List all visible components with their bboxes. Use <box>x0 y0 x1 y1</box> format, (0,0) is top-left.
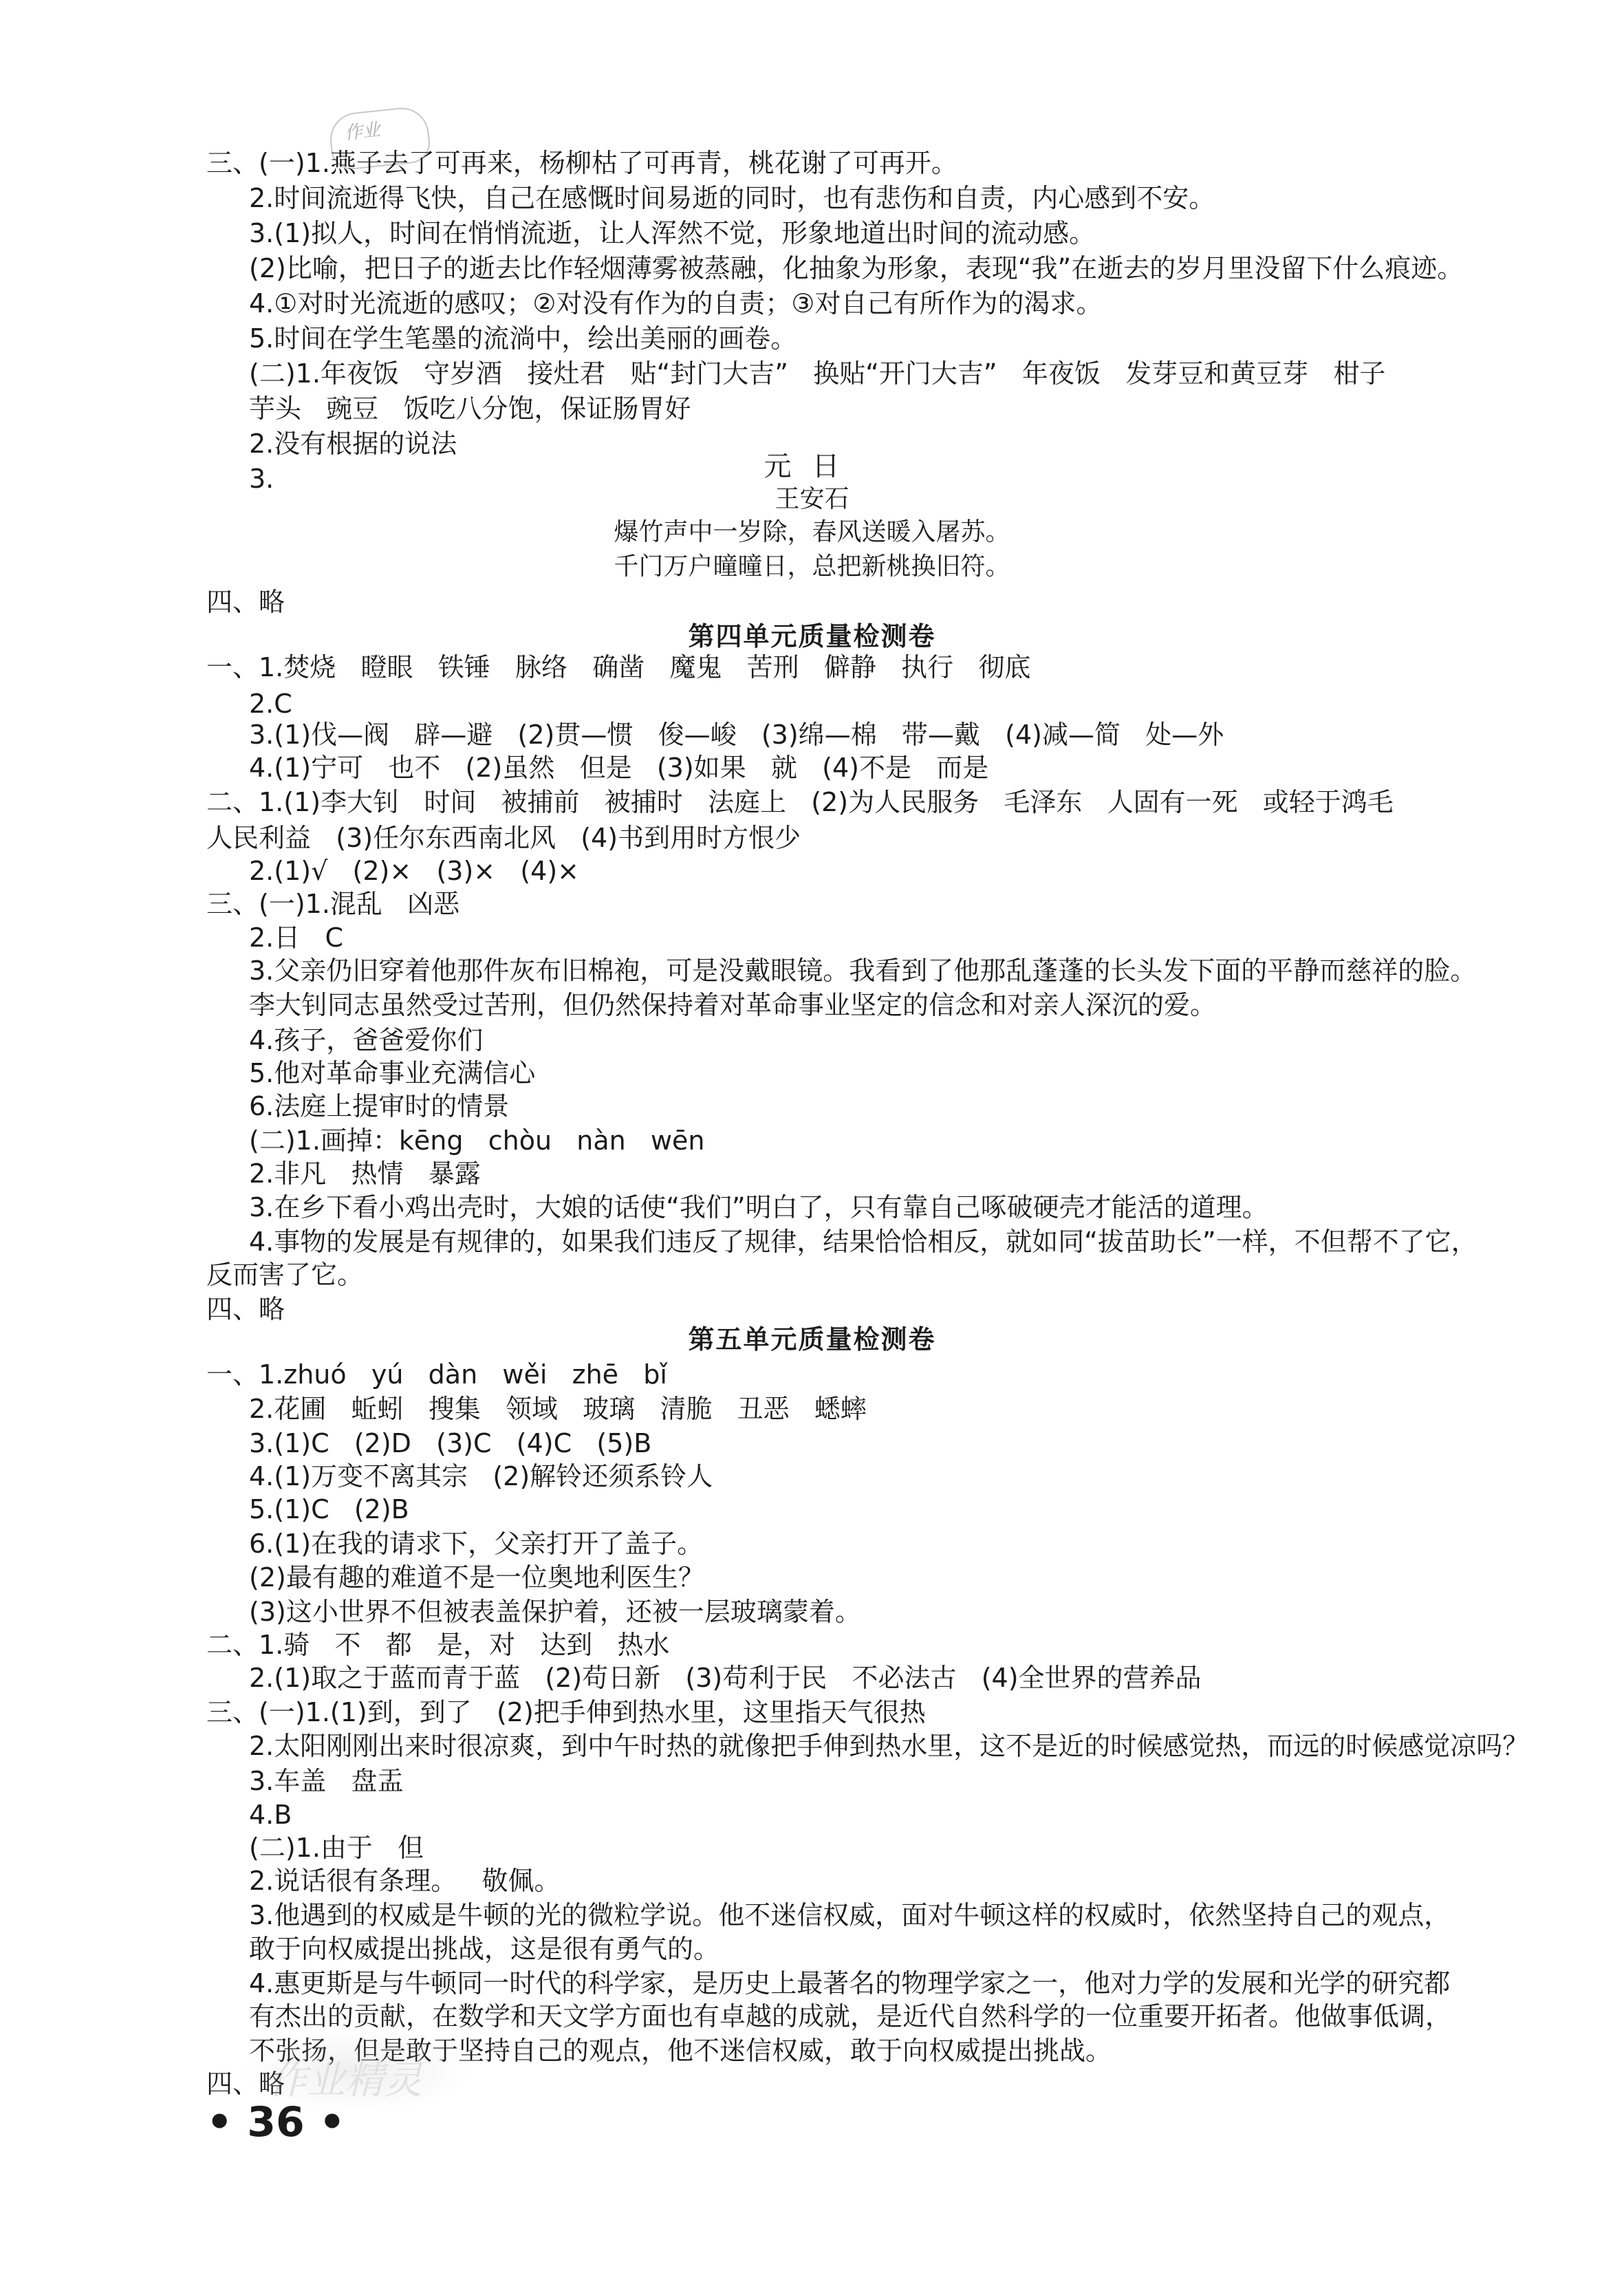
answer-line: 2.非凡 热情 暴露 <box>249 1158 481 1189</box>
answer-line: 敢于向权威提出挑战，这是很有勇气的。 <box>249 1934 720 1964</box>
answer-line: 2.日 C <box>249 923 344 953</box>
answer-line: (二)1.年夜饭 守岁酒 接灶君 贴“封门大吉” 换贴“开门大吉” 年夜饭 发芽豆和黄豆芽 柑子 <box>249 358 1386 389</box>
answer-line: 一、1.焚烧 瞪眼 铁锤 脉络 确凿 魔鬼 苦刑 僻静 执行 彻底 <box>206 652 1031 682</box>
answer-line: 四、略 <box>206 587 285 617</box>
answer-line: (3)这小世界不但被表盖保护着，还被一层玻璃蒙着。 <box>249 1597 861 1627</box>
answer-line: 有杰出的贡献，在数学和天文学方面也有卓越的成就，是近代自然科学的一位重要开拓者。他做事低调， <box>249 2001 1452 2031</box>
answer-line: (二)1.画掉：kēng chòu nàn wēn <box>249 1125 705 1156</box>
answer-line: 2.没有根据的说法 <box>249 429 457 459</box>
answer-line: 3.(1)拟人，时间在悄悄流逝，让人浑然不觉，形象地道出时间的流动感。 <box>249 218 1096 248</box>
answer-line: 芋头 豌豆 饭吃八分饱，保证肠胃好 <box>249 393 691 424</box>
answer-line: 4.B <box>249 1800 292 1830</box>
poem-line: 爆竹声中一岁除，春风送暖入屠苏。 <box>614 518 1010 546</box>
stamp-mark: 作业 <box>327 105 432 172</box>
section-heading: 第五单元质量检测卷 <box>688 1324 936 1355</box>
answer-line: 4.惠更斯是与牛顿同一时代的科学家，是历史上最著名的物理学家之一，他对力学的发展和光学的研究都 <box>249 1968 1451 1998</box>
answer-line: (2)比喻，把日子的逝去比作轻烟薄雾被蒸融，化抽象为形象，表现“我”在逝去的岁月里没留下什么痕迹。 <box>249 253 1464 283</box>
answer-line: 2.(1)√ (2)× (3)× (4)× <box>249 856 580 886</box>
poem-title: 元日 <box>764 451 860 482</box>
answer-line: 2.(1)取之于蓝而青于蓝 (2)苟日新 (3)苟利于民 不必法古 (4)全世界的营养品 <box>249 1663 1202 1693</box>
answer-line: 2.时间流逝得飞快，自己在感慨时间易逝的同时，也有悲伤和自责，内心感到不安。 <box>249 183 1215 213</box>
answer-line: 2.说话很有条理。 敬佩。 <box>249 1866 561 1896</box>
poem-line: 千门万户曈曈日，总把新桃换旧符。 <box>614 552 1010 581</box>
answer-line: 四、略 <box>206 2069 285 2099</box>
answer-line: 李大钊同志虽然受过苦刑，但仍然保持着对革命事业坚定的信念和对亲人深沉的爱。 <box>249 990 1217 1020</box>
answer-line: 4.①对时光流逝的感叹；②对没有作为的自责；③对自己有所作为的渴求。 <box>249 288 1103 319</box>
answer-line: 4.孩子，爸爸爱你们 <box>249 1025 484 1055</box>
section-heading: 第四单元质量检测卷 <box>688 621 936 651</box>
answer-line: 3.车盖 盘盂 <box>249 1766 404 1796</box>
answer-line: 4.事物的发展是有规律的，如果我们违反了规律，结果恰恰相反，就如同“拔苗助长”一样，不但帮不了它， <box>249 1227 1477 1257</box>
answer-line: 三、(一)1.燕子去了可再来，杨柳枯了可再青，桃花谢了可再开。 <box>206 148 957 178</box>
answer-line: 2.太阳刚刚出来时很凉爽，到中午时热的就像把手伸到热水里，这不是近的时候感觉热，而远的时候感觉凉吗？ <box>249 1731 1529 1761</box>
answer-line: 6.(1)在我的请求下，父亲打开了盖子。 <box>249 1529 704 1559</box>
answer-line: 反而害了它。 <box>206 1260 364 1290</box>
answer-line: 不张扬，但是敢于坚持自己的观点，他不迷信权威，敢于向权威提出挑战。 <box>249 2036 1112 2066</box>
answer-line: 2.C <box>249 689 292 719</box>
answer-line: (二)1.由于 但 <box>249 1833 424 1863</box>
answer-line: 一、1.zhuó yú dàn wěi zhē bǐ <box>206 1359 667 1390</box>
answer-line: 四、略 <box>206 1294 285 1324</box>
answer-line: 2.花圃 蚯蚓 搜集 领域 玻璃 清脆 丑恶 蟋蟀 <box>249 1394 867 1424</box>
answer-line: 5.(1)C (2)B <box>249 1494 409 1524</box>
answer-line: 人民利益 (3)任尔东西南北风 (4)书到用时方恨少 <box>206 823 801 853</box>
answer-line: 3.他遇到的权威是牛顿的光的微粒学说。他不迷信权威，面对牛顿这样的权威时，依然坚持自己的观点， <box>249 1900 1451 1930</box>
answer-line: 5.他对革命事业充满信心 <box>249 1058 536 1088</box>
answer-line: 3.父亲仍旧穿着他那件灰布旧棉袍，可是没戴眼镜。我看到了他那乱蓬蓬的长头发下面的平静而慈祥的脸。 <box>249 956 1477 986</box>
answer-line: 4.(1)万变不离其宗 (2)解铃还须系铃人 <box>249 1461 713 1491</box>
answer-line: 5.时间在学生笔墨的流淌中，绘出美丽的画卷。 <box>249 323 797 354</box>
answer-line: 3.(1)伐—阀 辟—避 (2)贯—惯 俊—峻 (3)绵—棉 带—戴 (4)减—简 处—外 <box>249 720 1224 750</box>
watermark-logo: 作业精灵 <box>241 2029 475 2112</box>
answer-line: 二、1.骑 不 都 是，对 达到 热水 <box>206 1630 670 1660</box>
answer-line: 3.在乡下看小鸡出壳时，大娘的话使“我们”明白了，只有靠自己啄破硬壳才能活的道理。 <box>249 1192 1268 1222</box>
answer-line: 三、(一)1.混乱 凶恶 <box>206 889 460 919</box>
page-number: • 36 • <box>206 2098 345 2146</box>
answer-line: 3. <box>249 464 274 494</box>
poem-author: 王安石 <box>775 485 849 513</box>
answer-line: 三、(一)1.(1)到，到了 (2)把手伸到热水里，这里指天气很热 <box>206 1697 926 1727</box>
answer-line: 二、1.(1)李大钊 时间 被捕前 被捕时 法庭上 (2)为人民服务 毛泽东 人固有一死 或轻于鸿毛 <box>206 787 1394 817</box>
answer-line: 4.(1)宁可 也不 (2)虽然 但是 (3)如果 就 (4)不是 而是 <box>249 753 989 783</box>
answer-line: 3.(1)C (2)D (3)C (4)C (5)B <box>249 1428 652 1458</box>
answer-line: (2)最有趣的难道不是一位奥地利医生？ <box>249 1562 704 1593</box>
answer-line: 6.法庭上提审时的情景 <box>249 1091 510 1121</box>
